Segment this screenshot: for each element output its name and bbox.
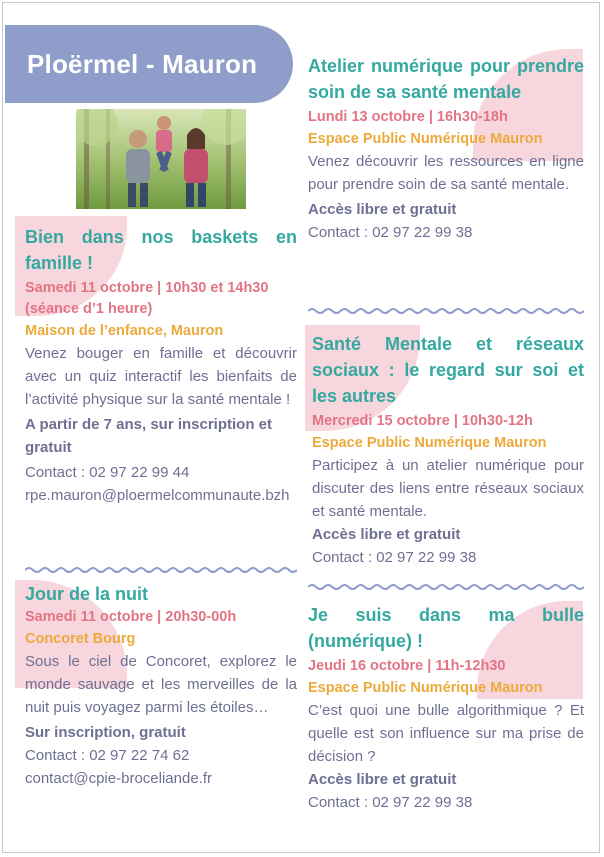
event-access-note: Accès libre et gratuit (308, 771, 457, 788)
event-access-note: Accès libre et gratuit (308, 201, 457, 218)
event-title: Jour de la nuit (25, 584, 149, 604)
event-description: Venez découvrir les ressources en ligne pour prendre soin de sa santé mentale. (308, 153, 584, 193)
wave-divider (308, 307, 584, 315)
event-title: Santé Mentale et réseaux sociaux : le regard sur soi et les autres (312, 334, 584, 406)
event-card (308, 602, 584, 814)
event-title: Atelier numérique pour prendre soin de sa santé mentale (308, 56, 584, 102)
event-contact-phone: Contact : 02 97 22 99 38 (308, 224, 473, 241)
event-contact-phone: Contact : 02 97 22 99 44 (25, 464, 190, 481)
event-description: Sous le ciel de Concoret, explorez le monde sauvage et les merveilles de la nuit puis voyagez parmi les étoiles… (25, 653, 297, 716)
event-card (25, 581, 297, 790)
event-date: Mercredi 15 octobre | 10h30-12h (312, 413, 533, 429)
event-place: Concoret Bourg (25, 631, 136, 647)
event-date: Lundi 13 octobre | 16h30-18h (308, 109, 508, 125)
event-place: Espace Public Numérique Mauron (308, 680, 543, 696)
event-contact-email: rpe.mauron@ploermelcommunaute.bzh (25, 487, 290, 504)
event-place: Maison de l’enfance, Mauron (25, 323, 224, 339)
event-contact-phone: Contact : 02 97 22 74 62 (25, 747, 190, 764)
event-description: C’est quoi une bulle algorithmique ? Et quelle est son influence sur ma prise de décision ? (308, 702, 584, 765)
event-card (25, 224, 297, 507)
event-card (312, 331, 584, 569)
event-access-note: Sur inscription, gratuit (25, 724, 186, 741)
event-contact-phone: Contact : 02 97 22 99 38 (312, 549, 477, 566)
event-title: Je suis dans ma bulle (numérique) ! (308, 605, 584, 651)
family-photo-icon (76, 109, 246, 209)
left-column (25, 224, 297, 824)
event-description: Participez à un atelier numérique pour discuter des liens entre réseaux sociaux et santé mentale. (312, 457, 584, 520)
event-place: Espace Public Numérique Mauron (312, 435, 547, 451)
location-header (5, 25, 293, 103)
event-access-note: A partir de 7 ans, sur inscription et gratuit (25, 416, 273, 456)
event-contact-phone: Contact : 02 97 22 99 38 (308, 794, 473, 811)
event-date: Samedi 11 octobre | 20h30-00h (25, 609, 237, 625)
event-description: Venez bouger en famille et découvrir avec un quiz interactif les bienfaits de l’activité physique sur la santé mentale ! (25, 345, 297, 408)
event-date: Jeudi 16 octobre | 11h-12h30 (308, 658, 506, 674)
event-date: Samedi 11 octobre | 10h30 et 14h30 (séance d’1 heure) (25, 280, 269, 317)
right-column (308, 53, 584, 833)
location-title: Ploërmel - Mauron (27, 48, 258, 79)
event-place: Espace Public Numérique Mauron (308, 131, 543, 147)
flyer-page (2, 2, 600, 853)
wave-divider (25, 566, 297, 574)
event-title: Bien dans nos baskets en famille ! (25, 227, 297, 273)
family-photo (76, 109, 246, 209)
event-access-note: Accès libre et gratuit (312, 526, 461, 543)
wave-divider (308, 583, 584, 591)
event-contact-email: contact@cpie-broceliande.fr (25, 770, 212, 787)
event-card (308, 53, 584, 244)
